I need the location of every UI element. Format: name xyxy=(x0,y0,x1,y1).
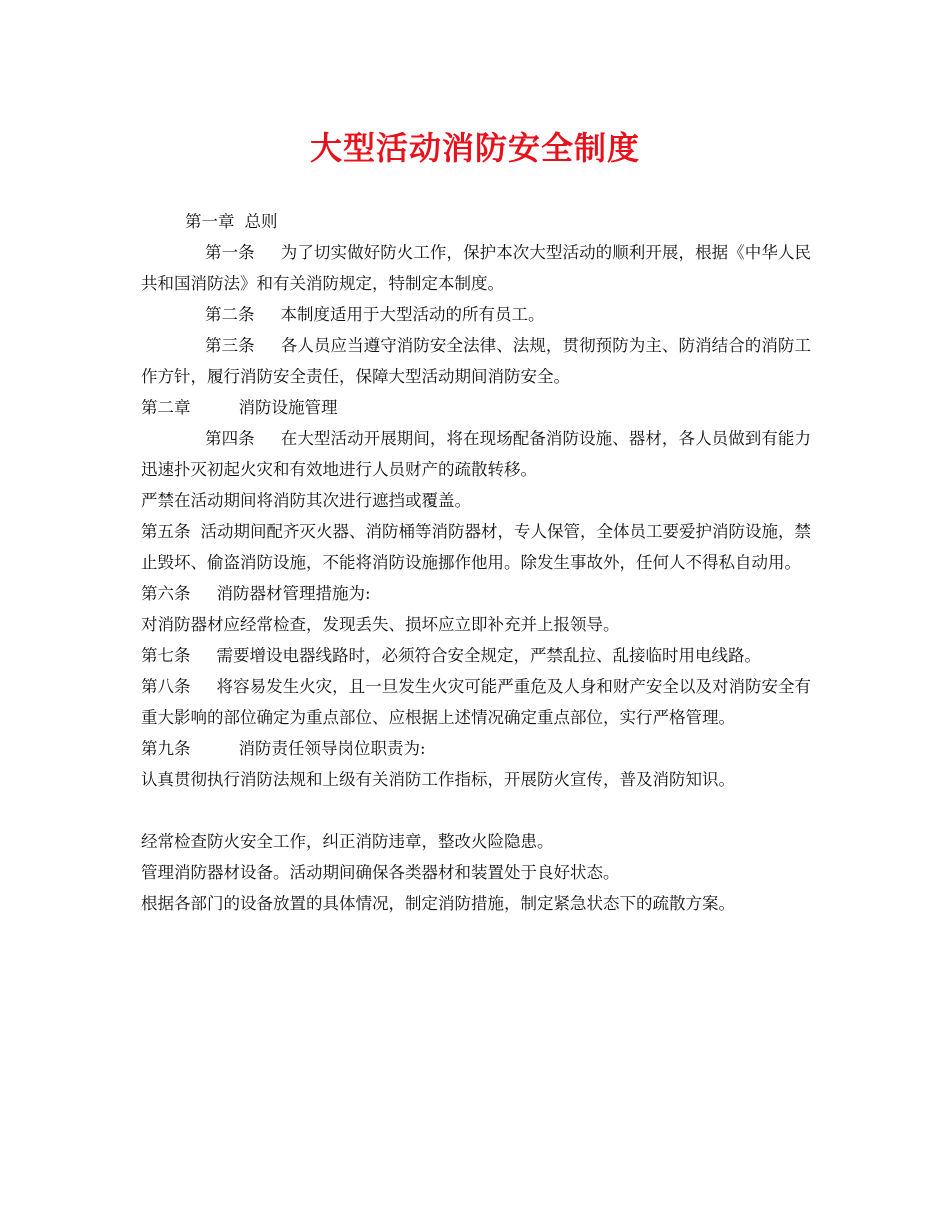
document-body xyxy=(141,206,811,919)
article-5 xyxy=(141,516,811,578)
duty-item-3: 管理消防器材设备。活动期间确保各类器材和装置处于良好状态。 xyxy=(141,863,620,882)
article-5-text: 活动期间配齐灭火器、消防桶等消防器材，专人保管，全体员工要爱护消防设施，禁止毁坏、偷盗消防设施，不能将消防设施挪作他用。除发生事故外，任何人不得私自动用。 xyxy=(141,522,811,572)
article-2-label: 第二条 xyxy=(205,305,255,324)
article-8-label: 第八条 xyxy=(141,677,191,696)
chapter-2-name: 消防设施管理 xyxy=(238,398,338,417)
article-5-label: 第五条 xyxy=(141,522,191,541)
blank-line xyxy=(141,795,811,826)
article-8 xyxy=(141,671,811,733)
article-6 xyxy=(141,578,811,609)
article-3 xyxy=(141,330,811,392)
document-title: 大型活动消防安全制度 xyxy=(309,129,640,167)
article-9-text: 消防责任领导岗位职责为: xyxy=(238,739,426,758)
article-1 xyxy=(141,237,811,299)
article-9-label: 第九条 xyxy=(141,739,191,758)
duty-item-2: 经常检查防火安全工作，纠正消防违章，整改火险隐患。 xyxy=(141,832,554,851)
chapter-1-name: 总则 xyxy=(244,212,278,231)
chapter-2-heading xyxy=(141,392,811,423)
article-8-text: 将容易发生火灾，且一旦发生火灾可能严重危及人身和财产安全以及对消防安全有重大影响的部位确定为重点部位、应根据上述情况确定重点部位，实行严格管理。 xyxy=(141,677,812,727)
article-4 xyxy=(141,423,811,485)
article-7-text: 需要增设电器线路时，必须符合安全规定，严禁乱拉、乱接临时用电线路。 xyxy=(216,646,761,665)
duty-item-1: 认真贯彻执行消防法规和上级有关消防工作指标，开展防火宣传，普及消防知识。 xyxy=(141,770,735,789)
chapter-2-label: 第二章 xyxy=(141,398,191,417)
chapter-1-heading xyxy=(141,206,811,237)
duty-item-4: 根据各部门的设备放置的具体情况，制定消防措施，制定紧急状态下的疏散方案。 xyxy=(141,894,735,913)
article-4-note: 严禁在活动期间将消防其次进行遮挡或覆盖。 xyxy=(141,491,471,510)
article-7-label: 第七条 xyxy=(141,646,191,665)
article-3-label: 第三条 xyxy=(205,336,255,355)
article-4-label: 第四条 xyxy=(205,429,255,448)
article-3-text: 各人员应当遵守消防安全法律、法规，贯彻预防为主、防消结合的消防工作方针，履行消防安全责任，保障大型活动期间消防安全。 xyxy=(141,336,812,386)
article-1-label: 第一条 xyxy=(205,243,255,262)
article-2-text: 本制度适用于大型活动的所有员工。 xyxy=(280,305,545,324)
article-1-text: 为了切实做好防火工作，保护本次大型活动的顺利开展，根据《中华人民共和国消防法》和有关消防规定，特制定本制度。 xyxy=(141,243,812,293)
article-6-text: 消防器材管理措施为: xyxy=(216,584,371,603)
chapter-1-label: 第一章 xyxy=(185,212,235,231)
article-6-label: 第六条 xyxy=(141,584,191,603)
article-7 xyxy=(141,640,811,671)
article-9 xyxy=(141,733,811,764)
article-4-text: 在大型活动开展期间，将在现场配备消防设施、器材，各人员做到有能力迅速扑灭初起火灾和有效地进行人员财产的疏散转移。 xyxy=(141,429,812,479)
article-2 xyxy=(141,299,811,330)
article-6-item: 对消防器材应经常检查，发现丢失、损坏应立即补充并上报领导。 xyxy=(141,615,620,634)
